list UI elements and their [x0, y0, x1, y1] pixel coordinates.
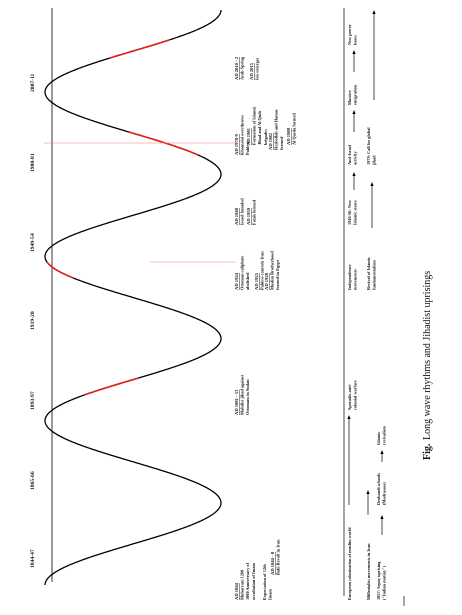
caption-label: Fig. — [422, 443, 433, 460]
event-1844 — [234, 562, 273, 600]
event-annotations — [234, 56, 297, 600]
event-2010-head: AD 2010 - 2 — [234, 56, 239, 80]
process-sepoy-line: ("Indian mutiny") — [381, 565, 387, 600]
process-islamic-revivalism — [376, 426, 387, 445]
event-1978-head: AD 1978-9 — [234, 134, 239, 155]
event-1981-line: Jihad and Al Quds — [257, 110, 263, 145]
peak-highlight — [110, 40, 169, 58]
arrow-call-global-jihad — [372, 10, 375, 100]
period-label-text: 1844-47 — [30, 549, 36, 568]
process-anti-israel-line: activity — [352, 151, 358, 165]
period-label-text: 2007-11 — [30, 73, 36, 92]
process-independence — [347, 264, 358, 290]
arrow-sepoy — [380, 515, 383, 535]
process-colonization-line: European colonization of muslim world — [347, 527, 352, 600]
wave-peak-highlights — [47, 40, 198, 395]
event-1881-line: Mahdist jihad against — [239, 374, 245, 415]
event-1844-line: Imam — [267, 589, 273, 600]
event-1978-line: Khomeini overthrows — [239, 115, 245, 155]
arrow-new-islamic — [352, 172, 355, 190]
period-label-text: 1980-81 — [30, 153, 36, 172]
event-1844-8-line: Babi Revolt in Iran — [275, 539, 281, 575]
event-1959 — [246, 199, 257, 225]
event-1924-line: Ottoman caliphate — [239, 255, 245, 290]
period-label — [30, 233, 36, 252]
event-1948 — [234, 198, 245, 225]
process-independence-line: Independence — [347, 264, 352, 290]
event-1844-8 — [270, 539, 281, 575]
event-1982 — [268, 109, 284, 150]
period-label — [30, 391, 36, 410]
process-islamic-revivalism-line: Islamic — [376, 431, 381, 445]
event-1981-line: Formation of Islamic — [251, 106, 257, 145]
process-revival-fundamentalism-line: fundamentalism — [371, 260, 377, 290]
event-1988-head: AD 1988 — [286, 128, 291, 145]
process-arrows — [347, 10, 387, 600]
event-1948-head: AD 1948 — [234, 208, 239, 225]
process-call-global-jihad-line: jihad — [371, 155, 377, 165]
event-1844-line: 1000 Anniversary of — [245, 563, 251, 600]
process-new-power-line: bases — [352, 35, 358, 45]
event-2010 — [234, 56, 245, 80]
peak-highlight — [129, 132, 198, 155]
event-1881 — [234, 374, 250, 415]
process-new-power — [347, 24, 358, 45]
event-1924-head: AD 1924 — [234, 273, 239, 290]
event-1928 — [264, 251, 280, 290]
period-label-text: 1865-66 — [30, 471, 36, 490]
process-millenialist-line: Millenialist movements in Iran — [366, 543, 371, 600]
event-1981 — [246, 106, 268, 145]
event-2015-line: Isis emerges — [254, 57, 260, 80]
period-label — [30, 471, 36, 490]
peak-highlight — [84, 378, 138, 395]
event-1844-head: AD 1844 — [234, 583, 239, 600]
event-1988-line: Al Qaeda formed — [291, 113, 297, 145]
peak-highlight — [47, 262, 73, 278]
event-1844-line: Expectation of 12th — [262, 564, 267, 600]
process-deobandi-line: Deobandi schools — [376, 473, 381, 505]
period-label — [30, 311, 36, 330]
process-new-islamic-line: Islamic states — [352, 200, 358, 225]
process-new-power-line: New power — [347, 24, 352, 45]
process-emigration-line: emigration — [352, 84, 358, 105]
process-millenialist — [366, 543, 371, 600]
event-1978-line: Pahlevi — [245, 141, 251, 155]
event-1982-line: formed — [279, 136, 285, 150]
long-wave-curve — [45, 10, 221, 585]
event-1928-head: AD 1928 — [264, 273, 269, 290]
process-deobandi-line: (Madrassas) — [381, 482, 387, 505]
event-1982-head: AD 1982 — [268, 133, 273, 150]
period-label — [30, 73, 36, 92]
process-emigration-line: Massive — [347, 90, 352, 105]
process-call-global-jihad-line: 1979: Call for global — [366, 127, 371, 165]
process-sepoy-line: 1857: Sepoy uprising — [376, 561, 381, 600]
event-1881-head: AD 1881 - 53 — [234, 389, 239, 415]
process-sepoy — [376, 561, 387, 600]
process-anti-israel-line: Anti-Israel — [347, 144, 352, 165]
event-1948-line: Israel founded — [239, 198, 245, 225]
arrow-emigration — [352, 50, 355, 72]
arrow-revival — [370, 182, 373, 228]
process-new-islamic-line: 1946-56: New — [347, 200, 352, 225]
event-2015 — [249, 57, 260, 80]
process-independence-line: movements — [352, 269, 358, 290]
event-1844-line: Muharram 1260 — [239, 569, 245, 600]
period-label-text: 1919-20 — [30, 311, 36, 330]
event-1981-line: brigades — [262, 129, 268, 145]
event-1928-line: formed in Egypt — [275, 259, 281, 290]
process-anti-israel — [347, 144, 358, 165]
event-1925 — [254, 251, 265, 290]
event-1925-line: Pahlevi controls Iran — [259, 251, 265, 290]
period-label — [30, 549, 36, 568]
process-islamic-revivalism-line: revivalism — [381, 425, 387, 445]
arrow-deobandi — [380, 450, 383, 462]
event-2010-line: Arab Spring — [239, 56, 245, 80]
process-call-global-jihad — [366, 127, 377, 166]
process-sporadic-line: Sporadic anti- — [347, 383, 352, 410]
process-emigration — [347, 84, 358, 105]
event-1844-8-head: AD 1844 - 8 — [270, 551, 275, 575]
process-deobandi — [376, 473, 387, 505]
event-1959-line: Fatah formed — [251, 199, 257, 225]
event-1981-head: AD 1981 — [246, 128, 251, 145]
event-1982-line: Hezbollah and Hamas — [273, 109, 279, 150]
process-revival-fundamentalism-line: Revival of Islamic — [366, 257, 371, 290]
event-1988 — [286, 113, 297, 145]
caption-text: Long wave rhythms and Jihadist uprisings — [422, 270, 433, 440]
period-label-text: 1893-97 — [30, 391, 36, 410]
process-sporadic — [347, 380, 358, 410]
arrow-colonization — [347, 415, 350, 505]
period-labels — [30, 73, 36, 568]
event-1881-line: Ottomans in Sudan — [245, 379, 251, 415]
event-1924-line: abolished — [245, 272, 251, 290]
period-label — [30, 153, 36, 172]
figure-caption — [422, 271, 433, 460]
event-1925-head: AD 1925 — [254, 273, 259, 290]
process-colonization — [347, 527, 352, 600]
process-sporadic-line: colonial warfare — [352, 380, 358, 410]
process-new-islamic — [347, 199, 358, 225]
arrow-millenialist — [366, 490, 369, 515]
event-2015-head: AD 2015 — [249, 63, 254, 80]
period-label-text: 1949-54 — [30, 233, 36, 252]
event-1928-line: Muslim Brotherhood — [269, 251, 275, 290]
arrow-anti-israel — [352, 110, 355, 132]
event-1959-head: AD 1959 — [246, 208, 251, 225]
event-1844-line: occultation of Imam — [250, 563, 256, 600]
process-revival-fundamentalism — [366, 257, 377, 290]
event-1924 — [234, 256, 250, 290]
guide-lines — [44, 143, 236, 262]
